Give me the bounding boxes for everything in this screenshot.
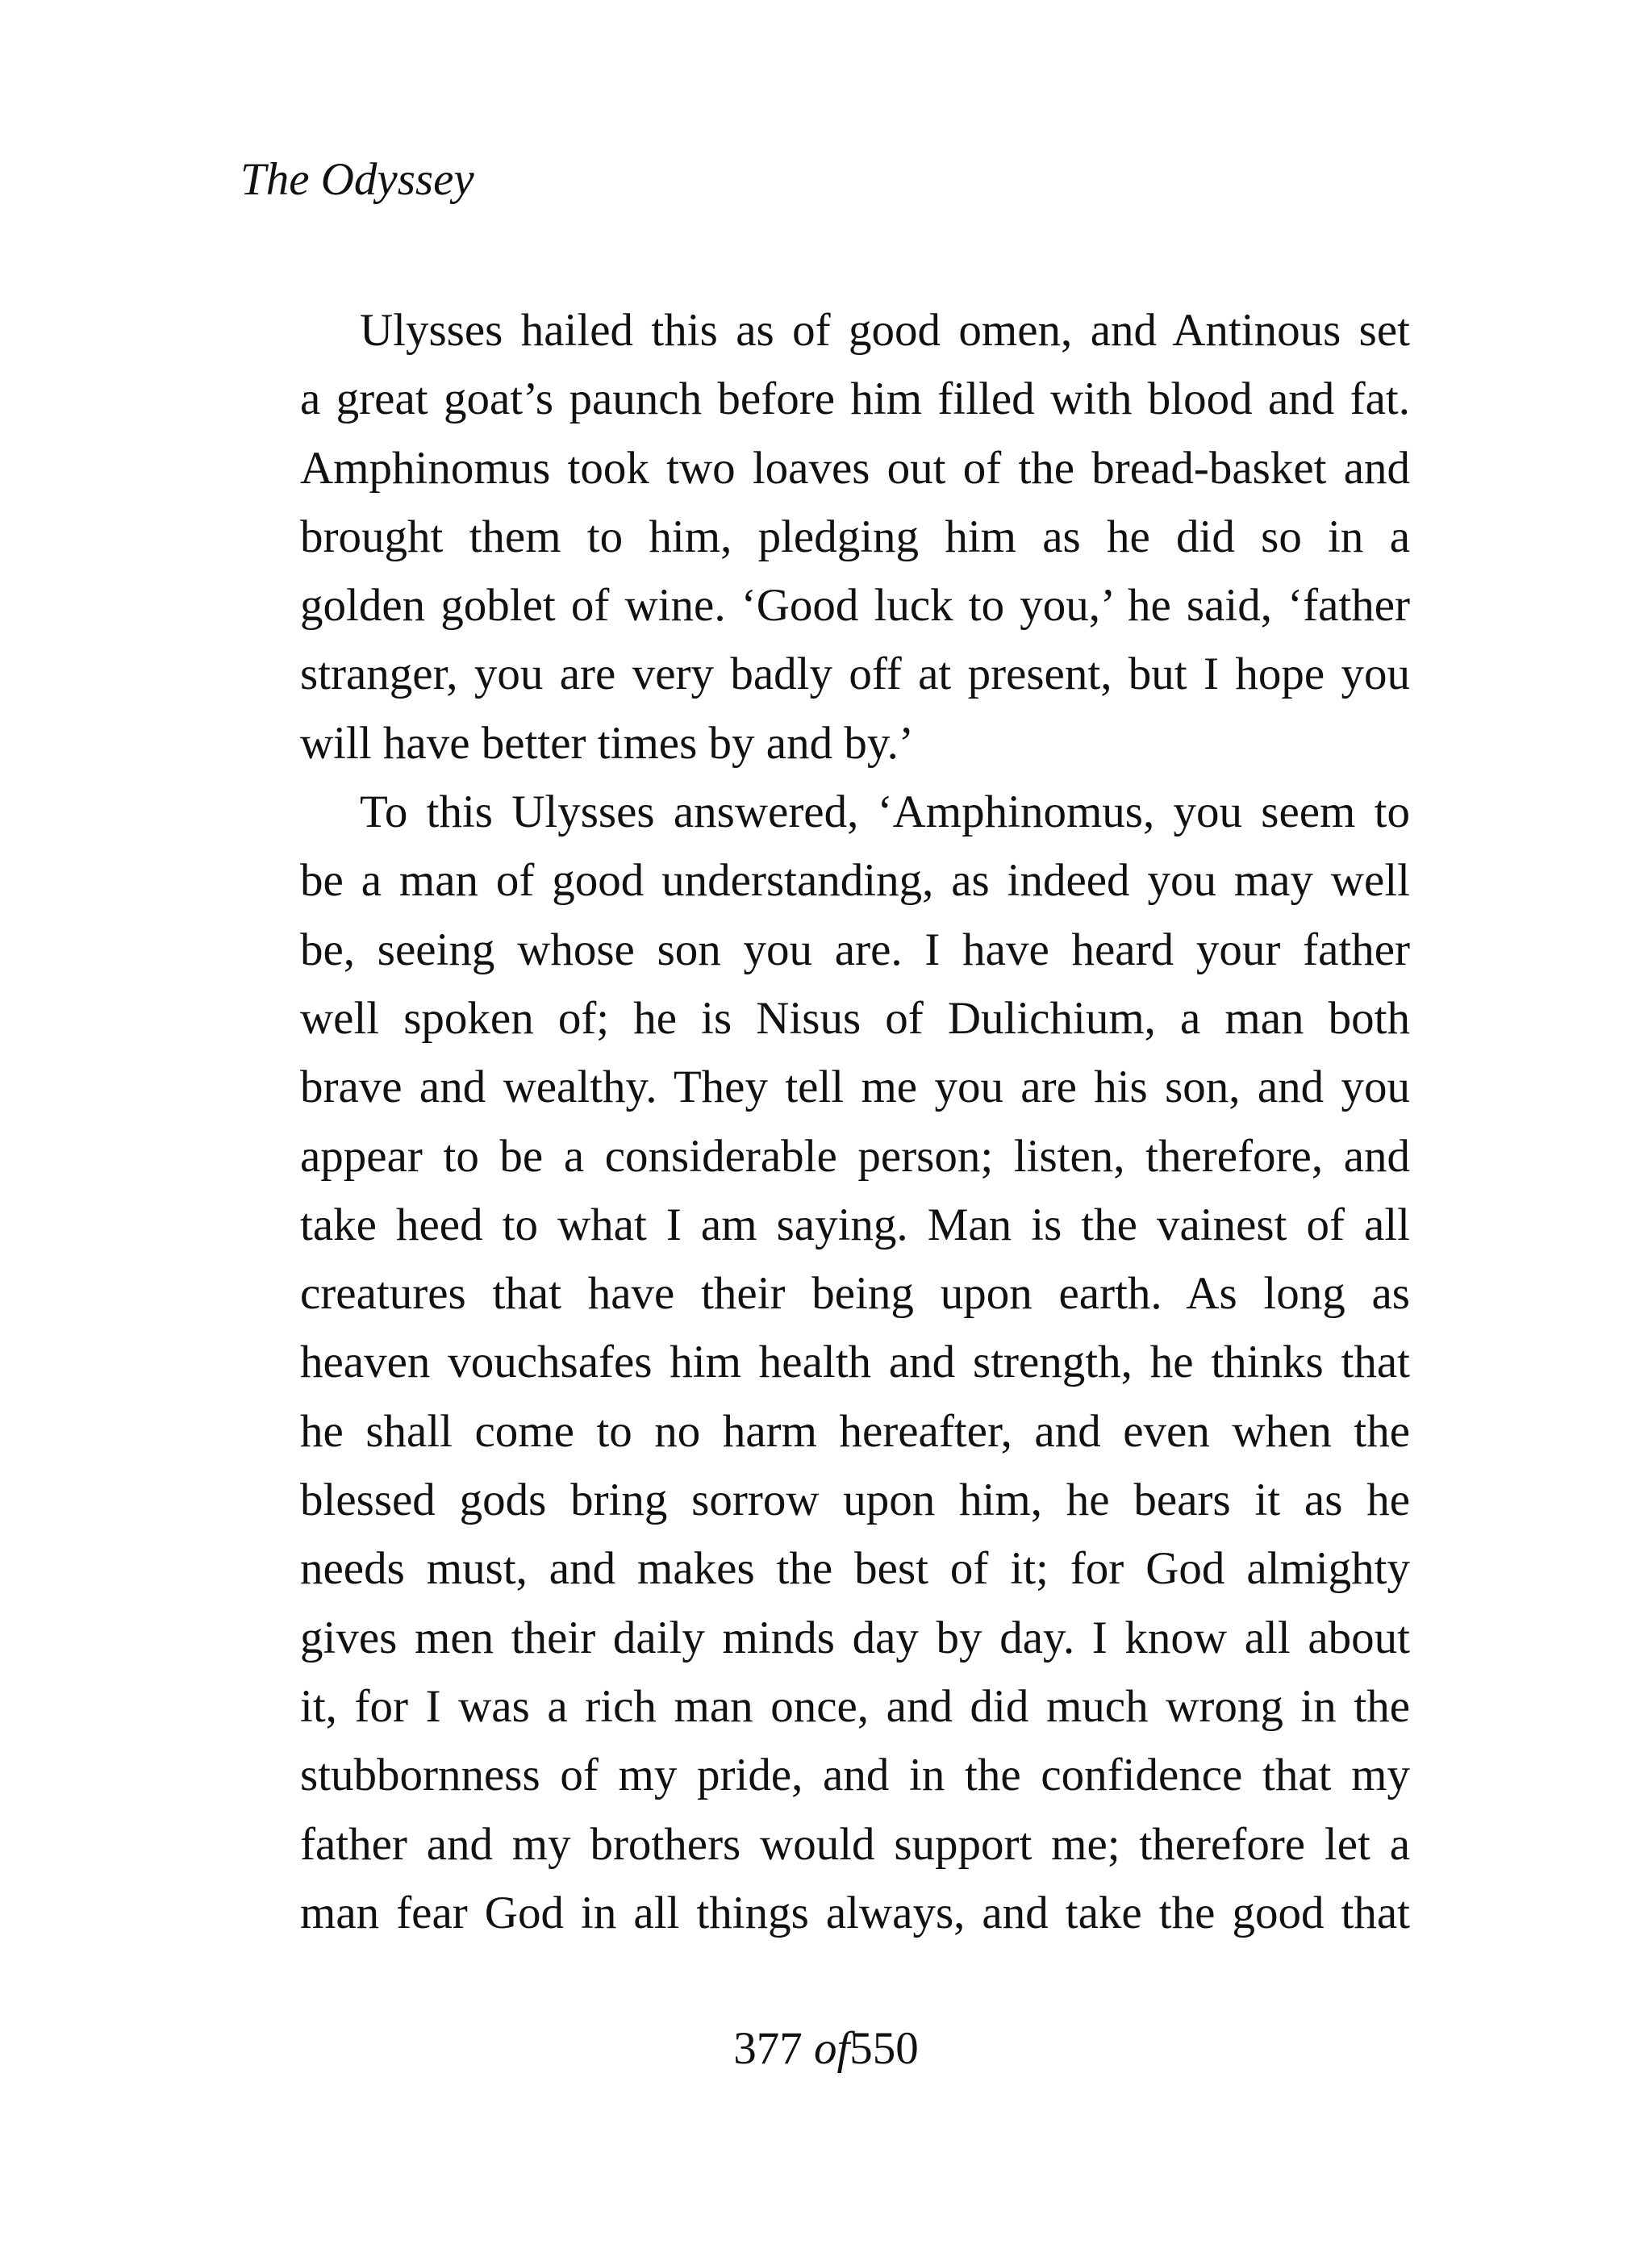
page-number <box>0 2021 1652 2077</box>
text-line: appear to be a considerable person; listen, therefore, and <box>300 1130 1410 1182</box>
text-line: Amphinomus took two loaves out of the bread-basket and <box>300 442 1410 494</box>
text-line: heaven vouchsafes him health and strength, he thinks that <box>300 1337 1410 1388</box>
text-line: stranger, you are very badly off at present, but I hope you <box>300 649 1410 700</box>
text-line: a great goat’s paunch before him filled with blood and fat. <box>300 373 1410 425</box>
text-line: be a man of good understanding, as indeed you may well <box>300 855 1410 907</box>
text-line: gives men their daily minds day by day. I know all about <box>300 1612 1410 1663</box>
text-line: blessed gods bring sorrow upon him, he bears it as he <box>300 1475 1410 1526</box>
text-line: will have better times by and by.’ <box>300 717 914 769</box>
text-line: creatures that have their being upon earth. As long as <box>300 1268 1410 1320</box>
text-line: brought them to him, pledging him as he did so in a <box>300 511 1410 562</box>
paragraph-2 <box>240 778 1410 1947</box>
text-line: stubbornness of my pride, and in the confidence that my <box>300 1750 1410 1801</box>
text-line: it, for I was a rich man once, and did much wrong in the <box>300 1680 1410 1732</box>
page-current: 377 <box>733 2023 803 2074</box>
running-header: The Odyssey <box>240 154 474 205</box>
text-line: be, seeing whose son you are. I have heard your father <box>300 924 1410 975</box>
text-line: father and my brothers would support me; therefore let a <box>300 1818 1410 1870</box>
text-line: well spoken of; he is Nisus of Dulichium, a man both <box>300 992 1410 1044</box>
text-line: take heed to what I am saying. Man is the vainest of all <box>300 1199 1410 1250</box>
page-total: 550 <box>849 2023 919 2074</box>
paragraph-1 <box>240 296 1410 778</box>
text-line: To this Ulysses answered, ‘Amphinomus, you seem to <box>360 786 1410 838</box>
body-text <box>240 296 1410 1947</box>
text-line: needs must, and makes the best of it; for God almighty <box>300 1543 1410 1595</box>
text-line: golden goblet of wine. ‘Good luck to you,’ he said, ‘father <box>300 580 1410 632</box>
text-line: brave and wealthy. They tell me you are his son, and you <box>300 1062 1410 1113</box>
page-of-label: of <box>813 2023 850 2074</box>
text-line: Ulysses hailed this as of good omen, and Antinous set <box>360 305 1410 356</box>
text-line: he shall come to no harm hereafter, and even when the <box>300 1405 1410 1457</box>
text-line: man fear God in all things always, and take the good that <box>300 1887 1410 1938</box>
